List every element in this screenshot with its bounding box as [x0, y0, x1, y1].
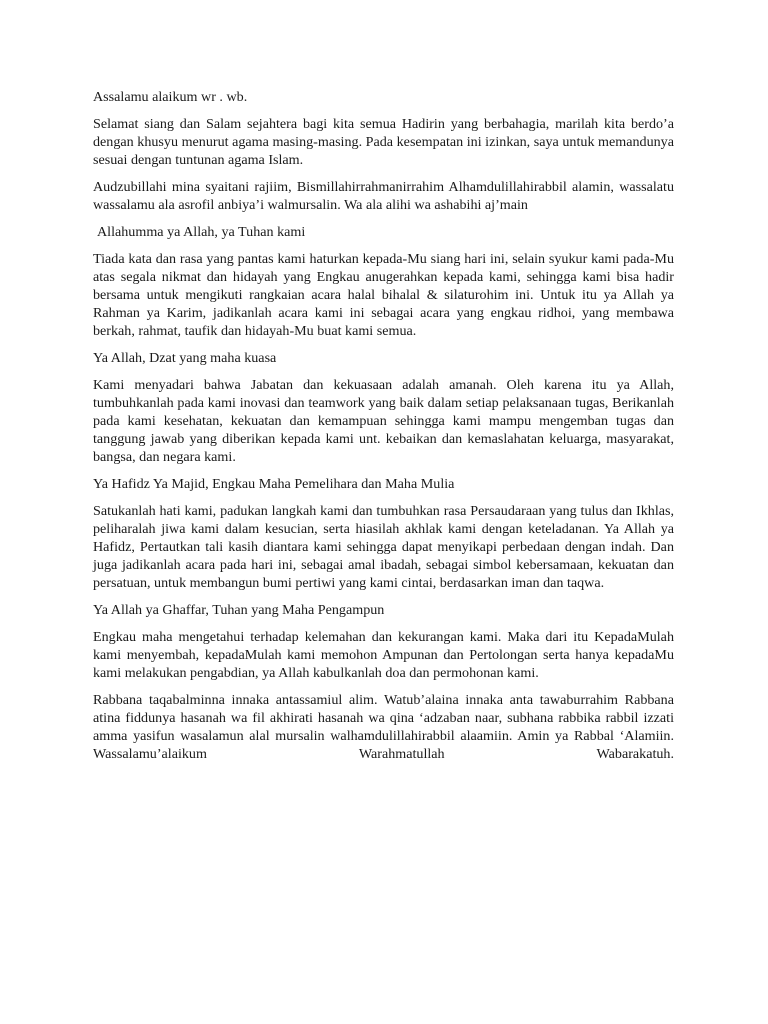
paragraph-gratitude: Tiada kata dan rasa yang pantas kami haturkan kepada-Mu siang hari ini, selain syukur kami pada-Mu atas segala nikmat dan hidayah yang Engkau anugerahkan kepada kami, sehingga kami bisa hadir bersama untuk mengikuti rangkaian acara halal bihalal & silaturohim ini. Untuk itu ya Allah ya Rahman ya Karim, jadikanlah acara kami ini sebagai acara yang engkau ridhoi, yang membawa berkah, rahmat, taufik dan hidayah-Mu buat kami semua.	[93, 251, 674, 339]
heading-ghaffar: Ya Allah ya Ghaffar, Tuhan yang Maha Pengampun	[93, 602, 385, 618]
heading-dzat-maha-kuasa: Ya Allah, Dzat yang maha kuasa	[93, 350, 277, 366]
heading-hafidz-majid: Ya Hafidz Ya Majid, Engkau Maha Pemelihara dan Maha Mulia	[93, 476, 455, 492]
greeting-opening: Assalamu alaikum wr . wb.	[93, 89, 248, 105]
heading-allahumma: Allahumma ya Allah, ya Tuhan kami	[97, 224, 306, 240]
paragraph-amanah: Kami menyadari bahwa Jabatan dan kekuasaan adalah amanah. Oleh karena itu ya Allah, tumbuhkanlah pada kami inovasi dan teamwork yang baik dalam setiap pelaksanaan tugas, Berikanlah pada kami kesehatan, kekuatan dan kemampuan sehingga kami mampu mengemban tugas dan tanggung jawab yang diberikan kepada kami unt. kebaikan dan kemaslahatan keluarga, masyarakat, bangsa, dan negara kami.	[93, 377, 674, 465]
paragraph-persaudaraan: Satukanlah hati kami, padukan langkah kami dan tumbuhkan rasa Persaudaraan yang tulus dan Ikhlas, peliharalah jiwa kami dalam kesucian, serta hiasilah akhlak kami dengan keteladanan. Ya Allah ya Hafidz, Pertautkan tali kasih diantara kami sehingga dapat menyikapi perbedaan dengan indah. Dan juga jadikanlah acara pada hari ini, sebagai amal ibadah, sebagai simbol kebersamaan, kekuatan dan persatuan, untuk membangun bumi pertiwi yang kami cintai, berdasarkan iman dan taqwa.	[93, 503, 674, 591]
paragraph-welcome: Selamat siang dan Salam sejahtera bagi kita semua Hadirin yang berbahagia, marilah kita berdo’a dengan khusyu menurut agama masing-masing. Pada kesempatan ini izinkan, saya untuk memandunya sesuai dengan tuntunan agama Islam.	[93, 116, 674, 168]
paragraph-opening-invocation: Audzubillahi mina syaitani rajiim, Bismillahirrahmanirrahim Alhamdulillahirabbil alamin, wassalatu wassalamu ala asrofil anbiya’i walmursalin. Wa ala alihi wa ashabihi aj’main	[93, 179, 674, 213]
paragraph-closing-prayer: Rabbana taqabalminna innaka antassamiul alim. Watub’alaina innaka anta tawaburrahim Rabbana atina fiddunya hasanah wa fil akhirati hasanah wa qina ‘adzaban naar, subhana rabbika rabbil izzati amma yasifun wasalamun alal mursalin walhamdulillahirabbil alaamiin. Amin ya Rabbal ‘Alamiin. Wassalamu’alaikum Warahmatullah Wabarakatuh.	[93, 692, 674, 762]
paragraph-permohonan: Engkau maha mengetahui terhadap kelemahan dan kekurangan kami. Maka dari itu KepadaMulah kami menyembah, kepadaMulah kami memohon Ampunan dan Pertolongan serta hanya kepadaMu kami melakukan pengabdian, ya Allah kabulkanlah doa dan permohonan kami.	[93, 629, 674, 681]
